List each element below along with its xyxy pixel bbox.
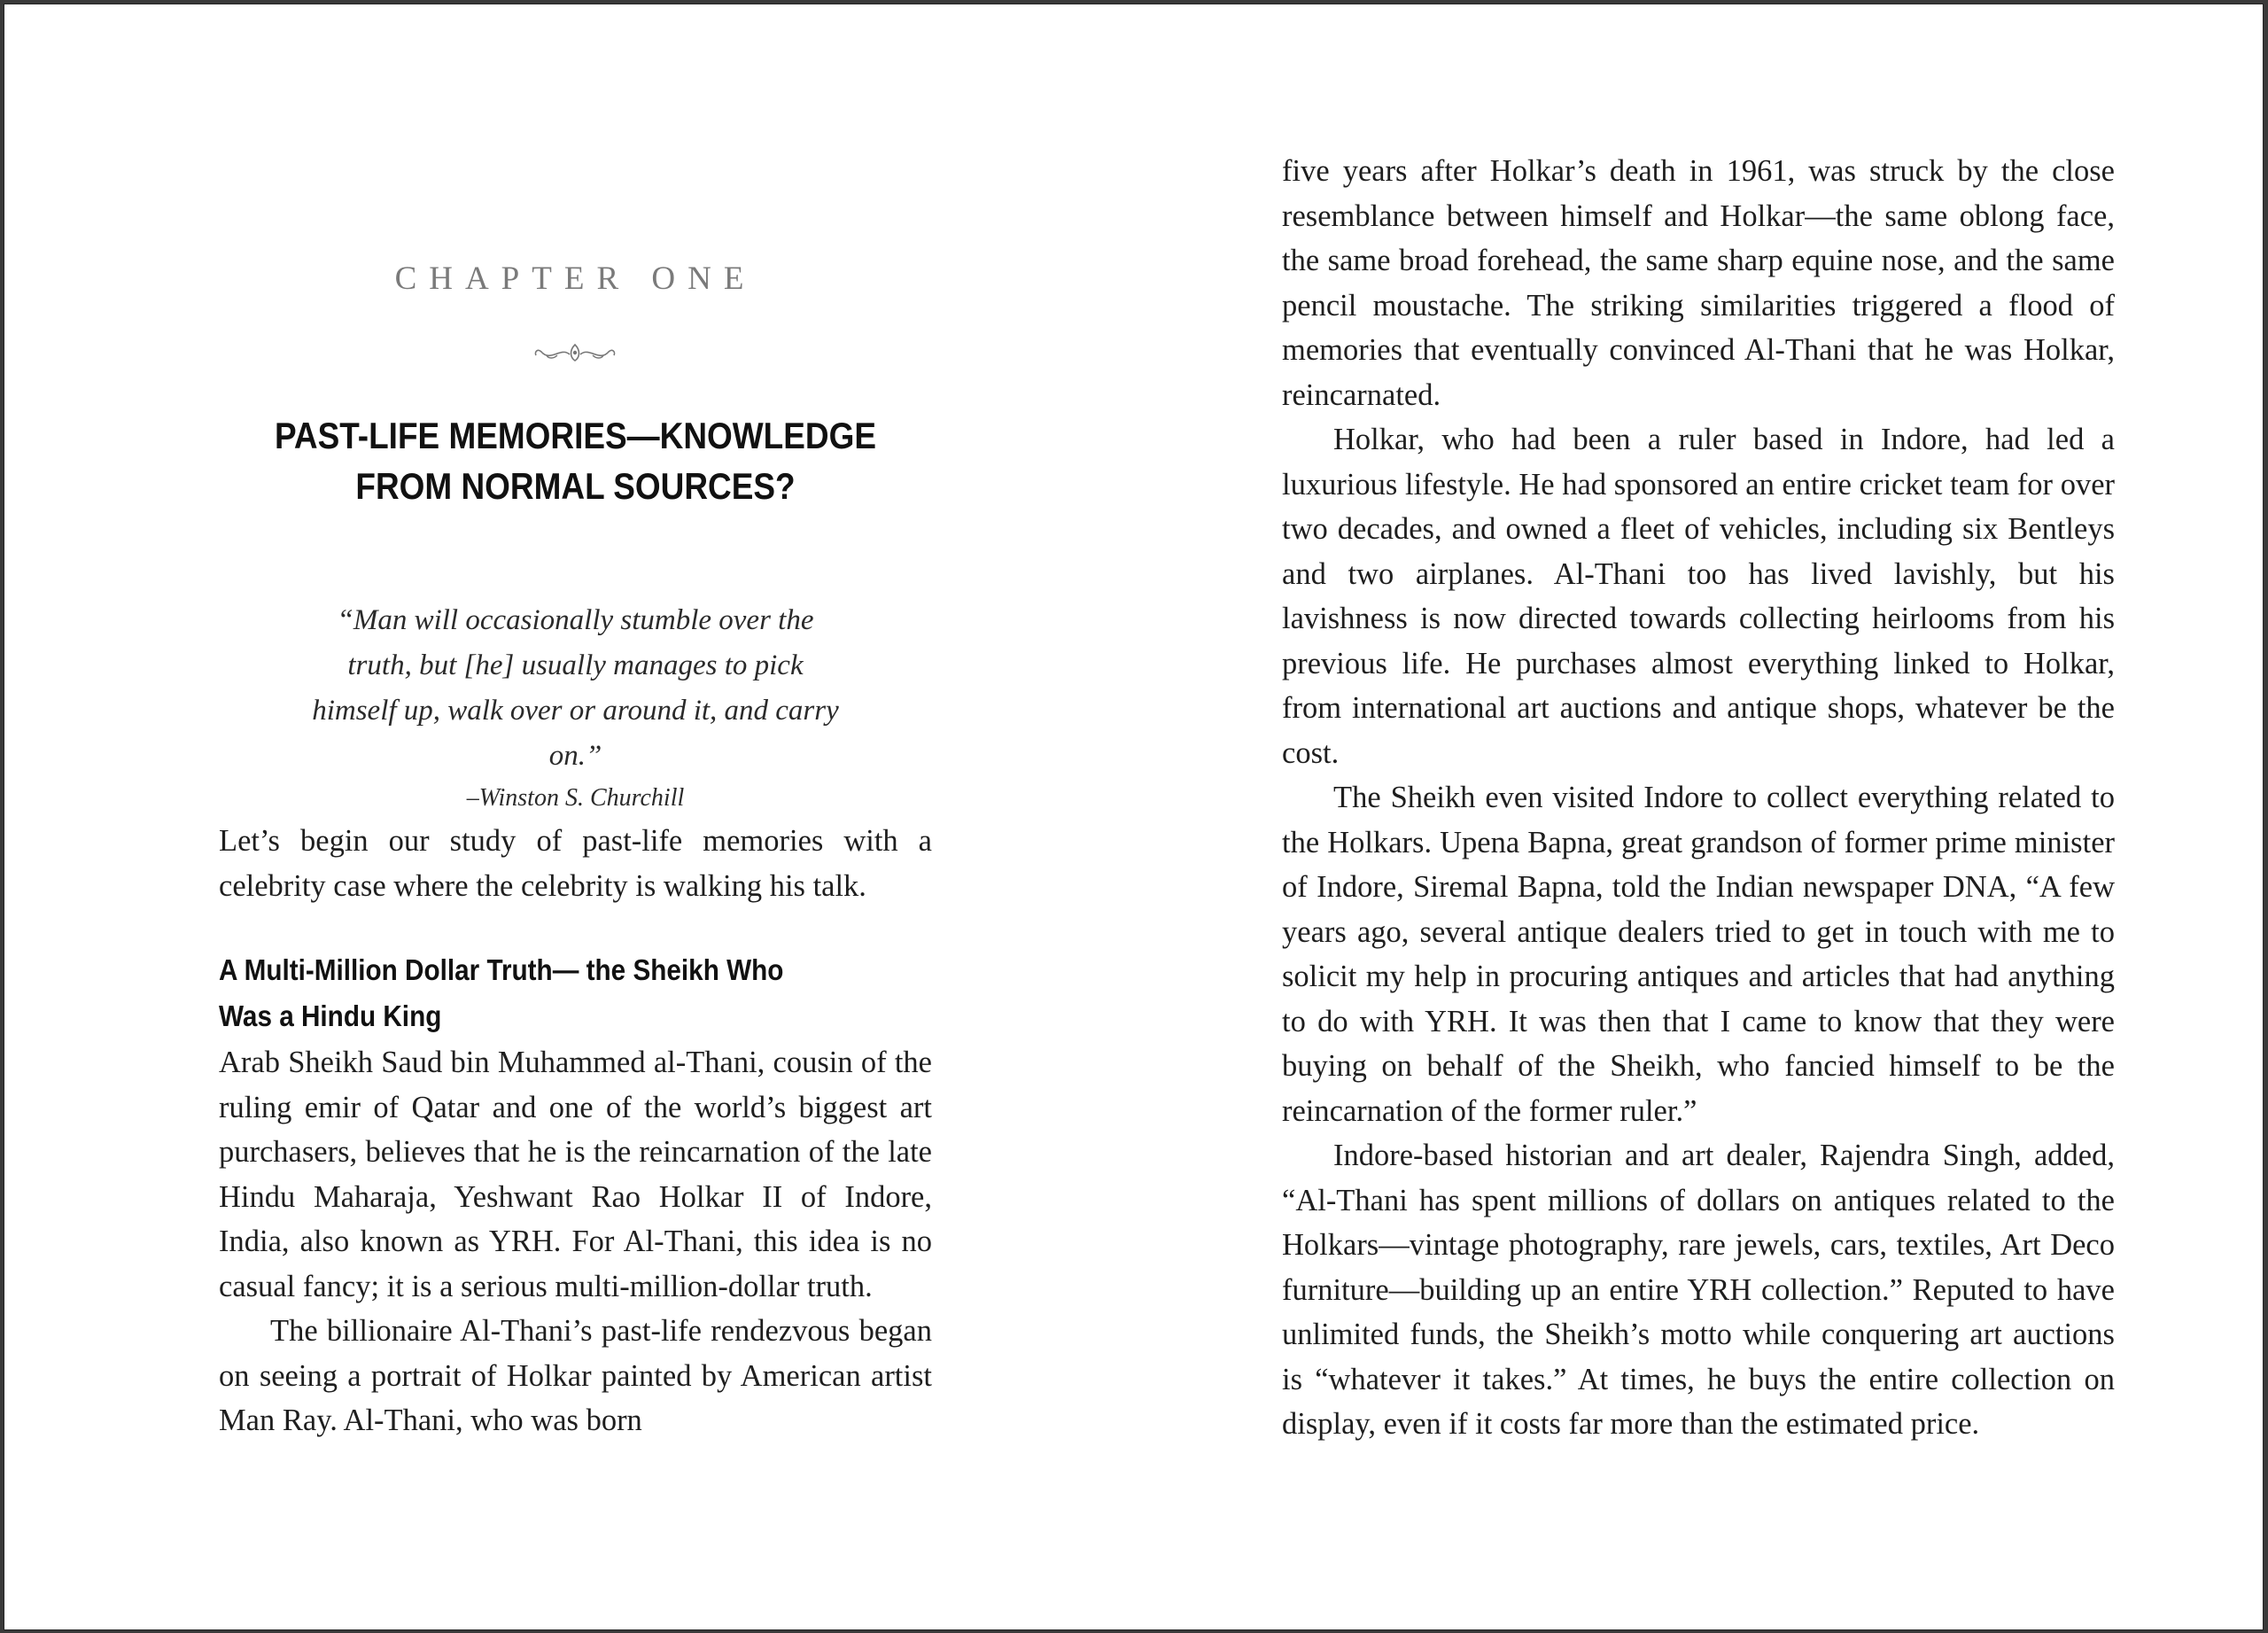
chapter-title: PAST-LIFE MEMORIES—KNOWLEDGE FROM NORMAL SOURCES? — [274, 415, 876, 507]
left-body-text — [219, 1040, 932, 1443]
epigraph-quote: “Man will occasionally stumble over the truth, but [he] usually manages to pick himself up, walk over or around it, and carry on.” — [312, 604, 839, 772]
body-paragraph: Holkar, who had been a ruler based in Indore, had led a luxurious lifestyle. He had sponsored an entire cricket team for over two decades, and owned a fleet of vehicles, including six Bentleys and two airplanes. Al-Thani too has lived lavishly, but his lavishness is now directed towards collecting heirlooms from his previous life. He purchases almost everything linked to Holkar, from international art auctions and antique shops, whatever be the cost. — [1282, 423, 2115, 770]
chapter-label: CHAPTER ONE — [394, 261, 757, 297]
epigraph-attribution: –Winston S. Churchill — [466, 784, 685, 812]
body-paragraph: The billionaire Al-Thani’s past-life rendezvous began on seeing a portrait of Holkar painted by American artist Man Ray. Al-Thani, who was born — [219, 1314, 932, 1437]
flourish-ornament-icon — [531, 339, 619, 366]
section-heading: A Multi-Million Dollar Truth— the Sheikh Who Was a Hindu King — [219, 953, 784, 1032]
epigraph — [219, 598, 932, 818]
book-spread — [4, 4, 2264, 1630]
intro-paragraph: Let’s begin our study of past-life memories with a celebrity case where the celebrity is walking his talk. — [219, 824, 932, 903]
body-paragraph: The Sheikh even visited Indore to collect everything related to the Holkars. Upena Bapna, great grandson of former prime minister of Indore, Siremal Bapna, told the Indian newspaper DNA, “A few years ago, several antique dealers tried to get in touch with me to solicit my help in procuring antiques and articles that had anything to do with YRH. It was then that I came to know that they were buying on behalf of the Sheikh, who fancied himself to be the reincarnation of the former ruler.” — [1282, 781, 2115, 1128]
body-paragraph: Arab Sheikh Saud bin Muhammed al-Thani, cousin of the ruling emir of Qatar and one of the world’s biggest art purchasers, believes that he is the reincarnation of the late Hindu Maharaja, Yeshwant Rao Holkar II of Indore, India, also known as YRH. For Al-Thani, this idea is no casual fancy; it is a serious multi-million-dollar truth. — [219, 1046, 932, 1303]
right-body-text — [1282, 149, 2115, 1447]
body-paragraph: five years after Holkar’s death in 1961, was struck by the close resemblance between himself and Holkar—the same oblong face, the same broad forehead, the same sharp equine nose, and the same pencil moustache. The striking similarities triggered a flood of memories that eventually convinced Al-Thani that he was Holkar, reincarnated. — [1282, 154, 2115, 412]
body-paragraph: Indore-based historian and art dealer, Rajendra Singh, added, “Al-Thani has spent millions of dollars on antiques related to the Holkars—vintage photography, rare jewels, cars, textiles, Art Deco furniture—building up an entire YRH collection.” Reputed to have unlimited funds, the Sheikh’s motto while conquering art auctions is “whatever it takes.” At times, he buys the entire collection on display, even if it costs far more than the estimated price. — [1282, 1139, 2115, 1441]
